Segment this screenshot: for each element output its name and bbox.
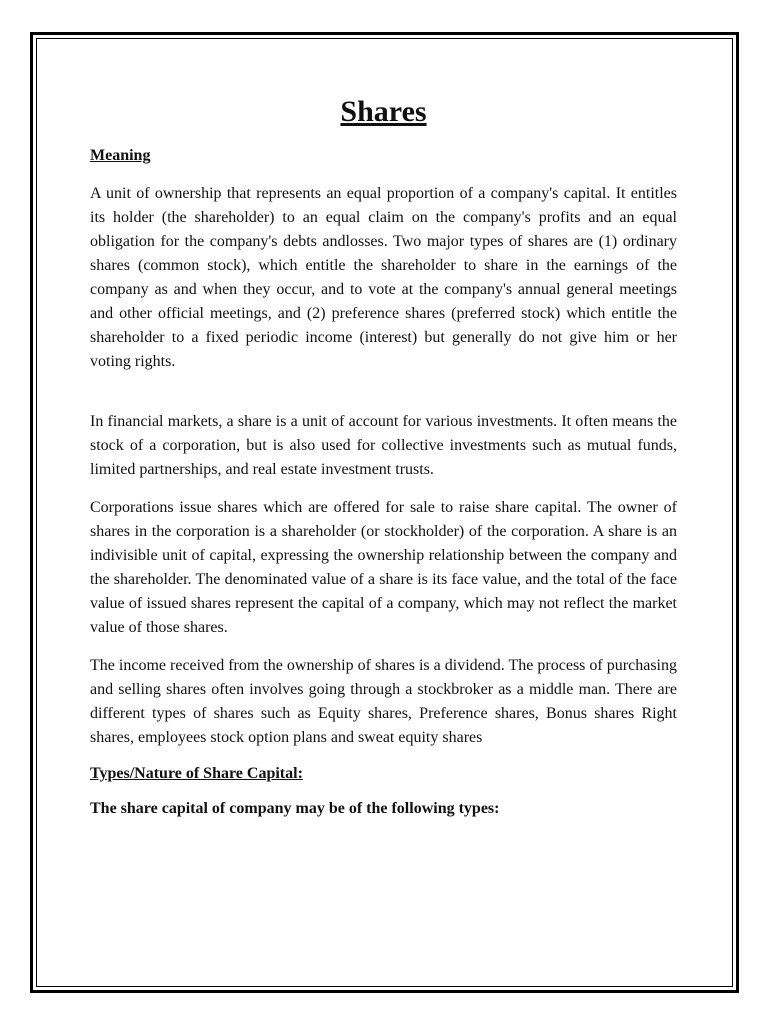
meaning-heading: Meaning: [90, 147, 151, 164]
types-intro: The share capital of company may be of the following types:: [90, 800, 500, 817]
blank-line: [90, 388, 677, 410]
document-title: Shares: [340, 95, 427, 128]
document-body: [90, 92, 677, 820]
paragraph-income: The income received from the ownership of shares is a dividend. The process of purchasing and selling shares often involves going through a stockbroker as a middle man. There are different types of shares such as Equity shares, Preference shares, Bonus shares Right shares, employees stock option plans and sweat equity shares: [90, 657, 677, 746]
types-heading: Types/Nature of Share Capital:: [90, 765, 303, 782]
paragraph-meaning: A unit of ownership that represents an equal proportion of a company's capital. It entitles its holder (the shareholder) to an equal claim on the company's profits and an equal obligation for the company's debts andlosses. Two major types of shares are (1) ordinary shares (common stock), which entitle the shareholder to share in the earnings of the company as and when they occur, and to vote at the company's annual general meetings and other official meetings, and (2) preference shares (preferred stock) which entitle the shareholder to a fixed periodic income (interest) but generally do not give him or her voting rights.: [90, 185, 677, 370]
paragraph-corporations: Corporations issue shares which are offered for sale to raise share capital. The owner of shares in the corporation is a shareholder (or stockholder) of the corporation. A share is an indivisible unit of capital, expressing the ownership relationship between the company and the shareholder. The denominated value of a share is its face value, and the total of the face value of issued shares represent the capital of a company, which may not reflect the market value of those shares.: [90, 499, 677, 636]
paragraph-financial-markets: In financial markets, a share is a unit of account for various investments. It often means the stock of a corporation, but is also used for collective investments such as mutual funds, limited partnerships, and real estate investment trusts.: [90, 413, 677, 478]
